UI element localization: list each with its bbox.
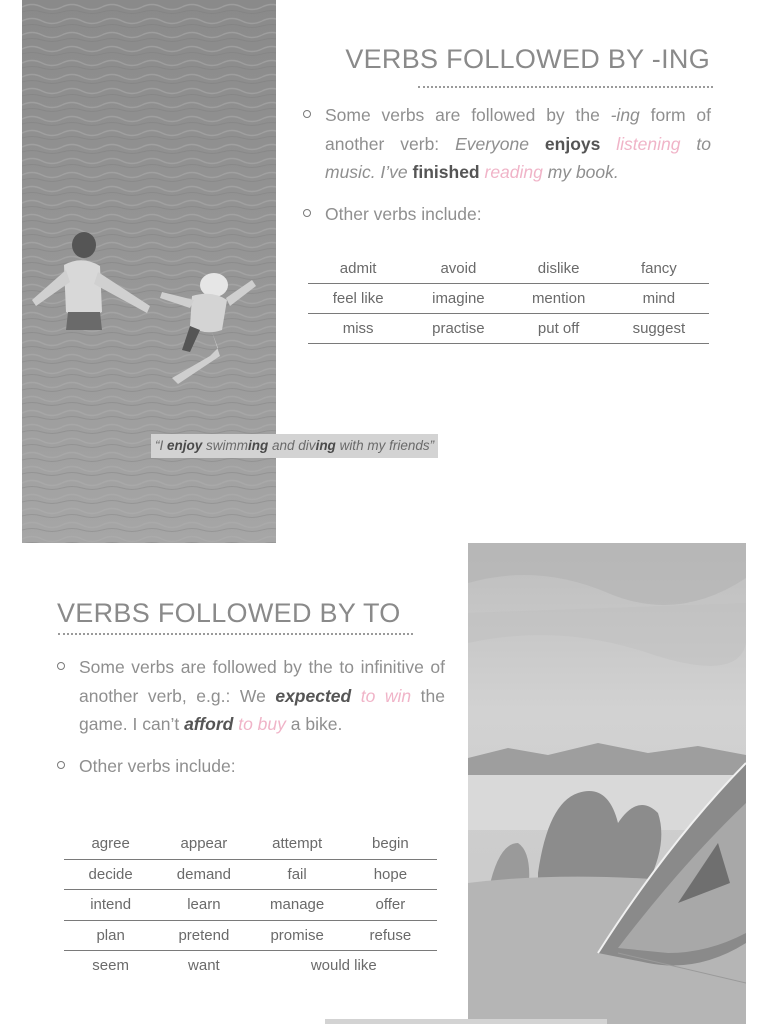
photo-tent-landscape xyxy=(468,543,746,1024)
table-row xyxy=(64,920,437,951)
table-cell: fail xyxy=(251,859,344,890)
text-span: the game. I can’t xyxy=(79,685,445,734)
table-cell: promise xyxy=(251,920,344,951)
photo-kids-swimming xyxy=(22,0,276,543)
table-row xyxy=(308,254,709,284)
text-span: form of another verb: xyxy=(325,105,711,154)
title-dotted-divider xyxy=(58,633,413,635)
title-dotted-divider xyxy=(418,86,713,88)
bullet-text: Other verbs include: xyxy=(79,755,236,776)
caption-verb: enjoy xyxy=(167,438,203,453)
verb-highlight: enjoys xyxy=(544,133,601,154)
table-cell: fancy xyxy=(609,254,709,284)
verb-highlight: finished xyxy=(412,162,480,182)
table-cell: mention xyxy=(509,284,609,314)
table-cell: miss xyxy=(308,314,408,344)
table-cell: practise xyxy=(408,314,508,344)
table-cell: begin xyxy=(344,829,437,859)
table-cell: manage xyxy=(251,890,344,921)
table-row xyxy=(64,951,437,981)
table-cell: suggest xyxy=(609,314,709,344)
bullet-circle-icon xyxy=(57,761,65,769)
bullet-circle-icon xyxy=(303,110,311,118)
caption-text: with my friends” xyxy=(335,438,435,453)
table-cell: intend xyxy=(64,890,157,921)
table-cell: imagine xyxy=(408,284,508,314)
text-span: -ing xyxy=(610,105,640,125)
table-row xyxy=(308,314,709,344)
table-cell: dislike xyxy=(509,254,609,284)
example-text: to music. I’ve xyxy=(325,133,711,182)
verb-highlight: expected xyxy=(275,685,352,706)
caption-suffix: ing xyxy=(315,438,336,453)
table-cell: refuse xyxy=(344,920,437,951)
section-title-to: VERBS FOLLOWED BY TO xyxy=(57,598,401,628)
verb-highlight: afford xyxy=(184,714,234,734)
bullet-item-other-verbs xyxy=(57,752,445,781)
table-cell: hope xyxy=(344,859,437,890)
text-span: a bike. xyxy=(285,714,343,734)
photo-caption-quote xyxy=(151,434,438,458)
ing-form-highlight: reading xyxy=(484,162,543,182)
text-span xyxy=(351,686,361,706)
bullet-list-to xyxy=(57,653,445,780)
caption-suffix: ing xyxy=(248,438,269,453)
text-span: Some verbs are followed by the xyxy=(325,105,611,125)
table-row xyxy=(64,829,437,859)
table-row xyxy=(64,859,437,890)
text-span: Some verbs are followed by the to infinitive of another verb, e.g.: We xyxy=(79,657,445,706)
example-text: my book. xyxy=(542,162,619,182)
table-cell: would like xyxy=(310,957,377,975)
table-cell: attempt xyxy=(251,829,344,859)
table-cell: plan xyxy=(64,920,157,951)
tent-landscape-illustration xyxy=(468,543,746,1024)
photo-caption-bar xyxy=(325,1019,607,1024)
table-cell: put off xyxy=(509,314,609,344)
text-span xyxy=(600,134,616,154)
bullet-item-explanation xyxy=(303,101,711,187)
bullet-text: Other verbs include: xyxy=(325,203,482,224)
ing-form-highlight: listening xyxy=(616,133,681,154)
table-row xyxy=(308,284,709,314)
table-cell: mind xyxy=(609,284,709,314)
bullet-item-other-verbs xyxy=(303,200,711,229)
table-cell: demand xyxy=(157,859,250,890)
table-cell: seem xyxy=(92,957,129,975)
table-cell: feel like xyxy=(308,284,408,314)
table-row xyxy=(64,890,437,921)
caption-text: and div xyxy=(268,438,316,453)
table-cell: agree xyxy=(64,829,157,859)
table-cell: appear xyxy=(157,829,250,859)
infinitive-highlight: to buy xyxy=(238,714,286,734)
table-cell: pretend xyxy=(157,920,250,951)
verb-table-to xyxy=(64,829,437,981)
infinitive-highlight: to win xyxy=(360,685,412,706)
table-cell: want xyxy=(188,957,220,975)
table-cell: offer xyxy=(344,890,437,921)
bullet-circle-icon xyxy=(303,209,311,217)
kids-swimming-illustration xyxy=(22,0,276,543)
section-title-ing: VERBS FOLLOWED BY -ING xyxy=(345,44,710,74)
bullet-list-ing xyxy=(303,101,711,228)
table-cell: avoid xyxy=(408,254,508,284)
caption-text: swimm xyxy=(202,438,249,453)
bullet-item-explanation xyxy=(57,653,445,739)
table-cell: learn xyxy=(157,890,250,921)
caption-text: “I xyxy=(155,438,167,453)
table-cell: admit xyxy=(308,254,408,284)
verb-table-ing xyxy=(308,254,709,344)
bullet-circle-icon xyxy=(57,662,65,670)
example-text: Everyone xyxy=(455,133,545,154)
table-cell: decide xyxy=(64,859,157,890)
